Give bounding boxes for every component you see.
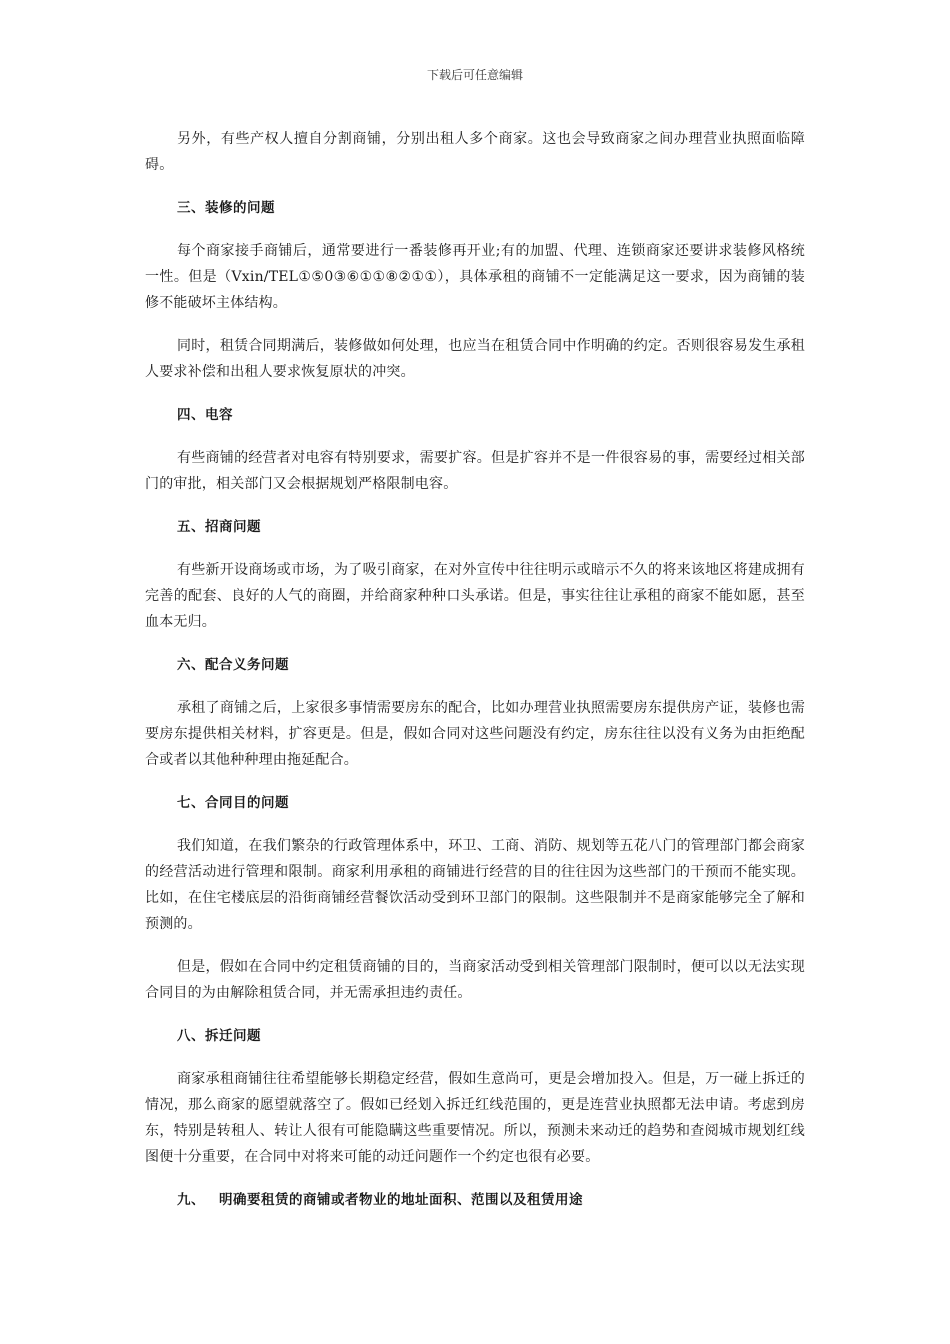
paragraph: 另外，有些产权人擅自分割商铺，分别出租人多个商家。这也会导致商家之间办理营业执照面临障碍。 [145, 131, 805, 173]
paragraph: 有些新开设商场或市场，为了吸引商家，在对外宣传中往往明示或暗示不久的将来该地区将建成拥有完善的配套、良好的人气的商圈，并给商家种种口头承诺。但是，事实往往让承租的商家不能如愿，甚至血本无归。 [145, 562, 805, 630]
section-heading: 六、配合义务问题 [177, 657, 289, 673]
section-heading: 七、合同目的问题 [177, 795, 289, 811]
paragraph: 每个商家接手商铺后，通常要进行一番装修再开业;有的加盟、代理、连锁商家还要讲求装修风格统一性。但是（Vxin/TEL①⑤0③⑥①①⑧②①①），具体承租的商铺不一定能满足这一要求，因为商铺的装修不能破坏主体结构。 [145, 243, 805, 311]
paragraph: 承租了商铺之后，上家很多事情需要房东的配合，比如办理营业执照需要房东提供房产证，装修也需要房东提供相关材料，扩容更是。但是，假如合同对这些问题没有约定，房东往往以没有义务为由拒绝配合或者以其他种种理由拖延配合。 [145, 700, 805, 768]
paragraph: 同时，租赁合同期满后，装修做如何处理，也应当在租赁合同中作明确的约定。否则很容易发生承租人要求补偿和出租人要求恢复原状的冲突。 [145, 338, 805, 380]
document-body [145, 126, 805, 1230]
page-header: 下载后可任意编辑 [426, 68, 523, 82]
section-title: 明确要租赁的商铺或者物业的地址面积、范围以及租赁用途 [219, 1192, 583, 1208]
section-heading [145, 1187, 805, 1213]
paragraph: 我们知道，在我们繁杂的行政管理体系中，环卫、工商、消防、规划等五花八门的管理部门都会商家的经营活动进行管理和限制。商家利用承租的商铺进行经营的目的往往因为这些部门的干预而不能实现。比如，在住宅楼底层的沿街商铺经营餐饮活动受到环卫部门的限制。这些限制并不是商家能够完全了解和预测的。 [145, 838, 805, 932]
section-number: 九、 [177, 1192, 205, 1208]
paragraph: 但是，假如在合同中约定租赁商铺的目的，当商家活动受到相关管理部门限制时，便可以以无法实现合同目的为由解除租赁合同，并无需承担违约责任。 [145, 959, 805, 1001]
paragraph: 有些商铺的经营者对电容有特别要求，需要扩容。但是扩容并不是一件很容易的事，需要经过相关部门的审批，相关部门又会根据规划严格限制电容。 [145, 450, 805, 492]
section-heading: 八、拆迁问题 [177, 1028, 261, 1044]
paragraph: 商家承租商铺往往希望能够长期稳定经营，假如生意尚可，更是会增加投入。但是，万一碰上拆迁的情况，那么商家的愿望就落空了。假如已经划入拆迁红线范围的，更是连营业执照都无法申请。考虑到房东，特别是转租人、转让人很有可能隐瞒这些重要情况。所以，预测未来动迁的趋势和查阅城市规划红线图便十分重要，在合同中对将来可能的动迁问题作一个约定也很有必要。 [145, 1071, 805, 1165]
section-heading: 五、招商问题 [177, 519, 261, 535]
section-heading: 三、装修的问题 [177, 200, 275, 216]
section-heading: 四、电容 [177, 407, 233, 423]
